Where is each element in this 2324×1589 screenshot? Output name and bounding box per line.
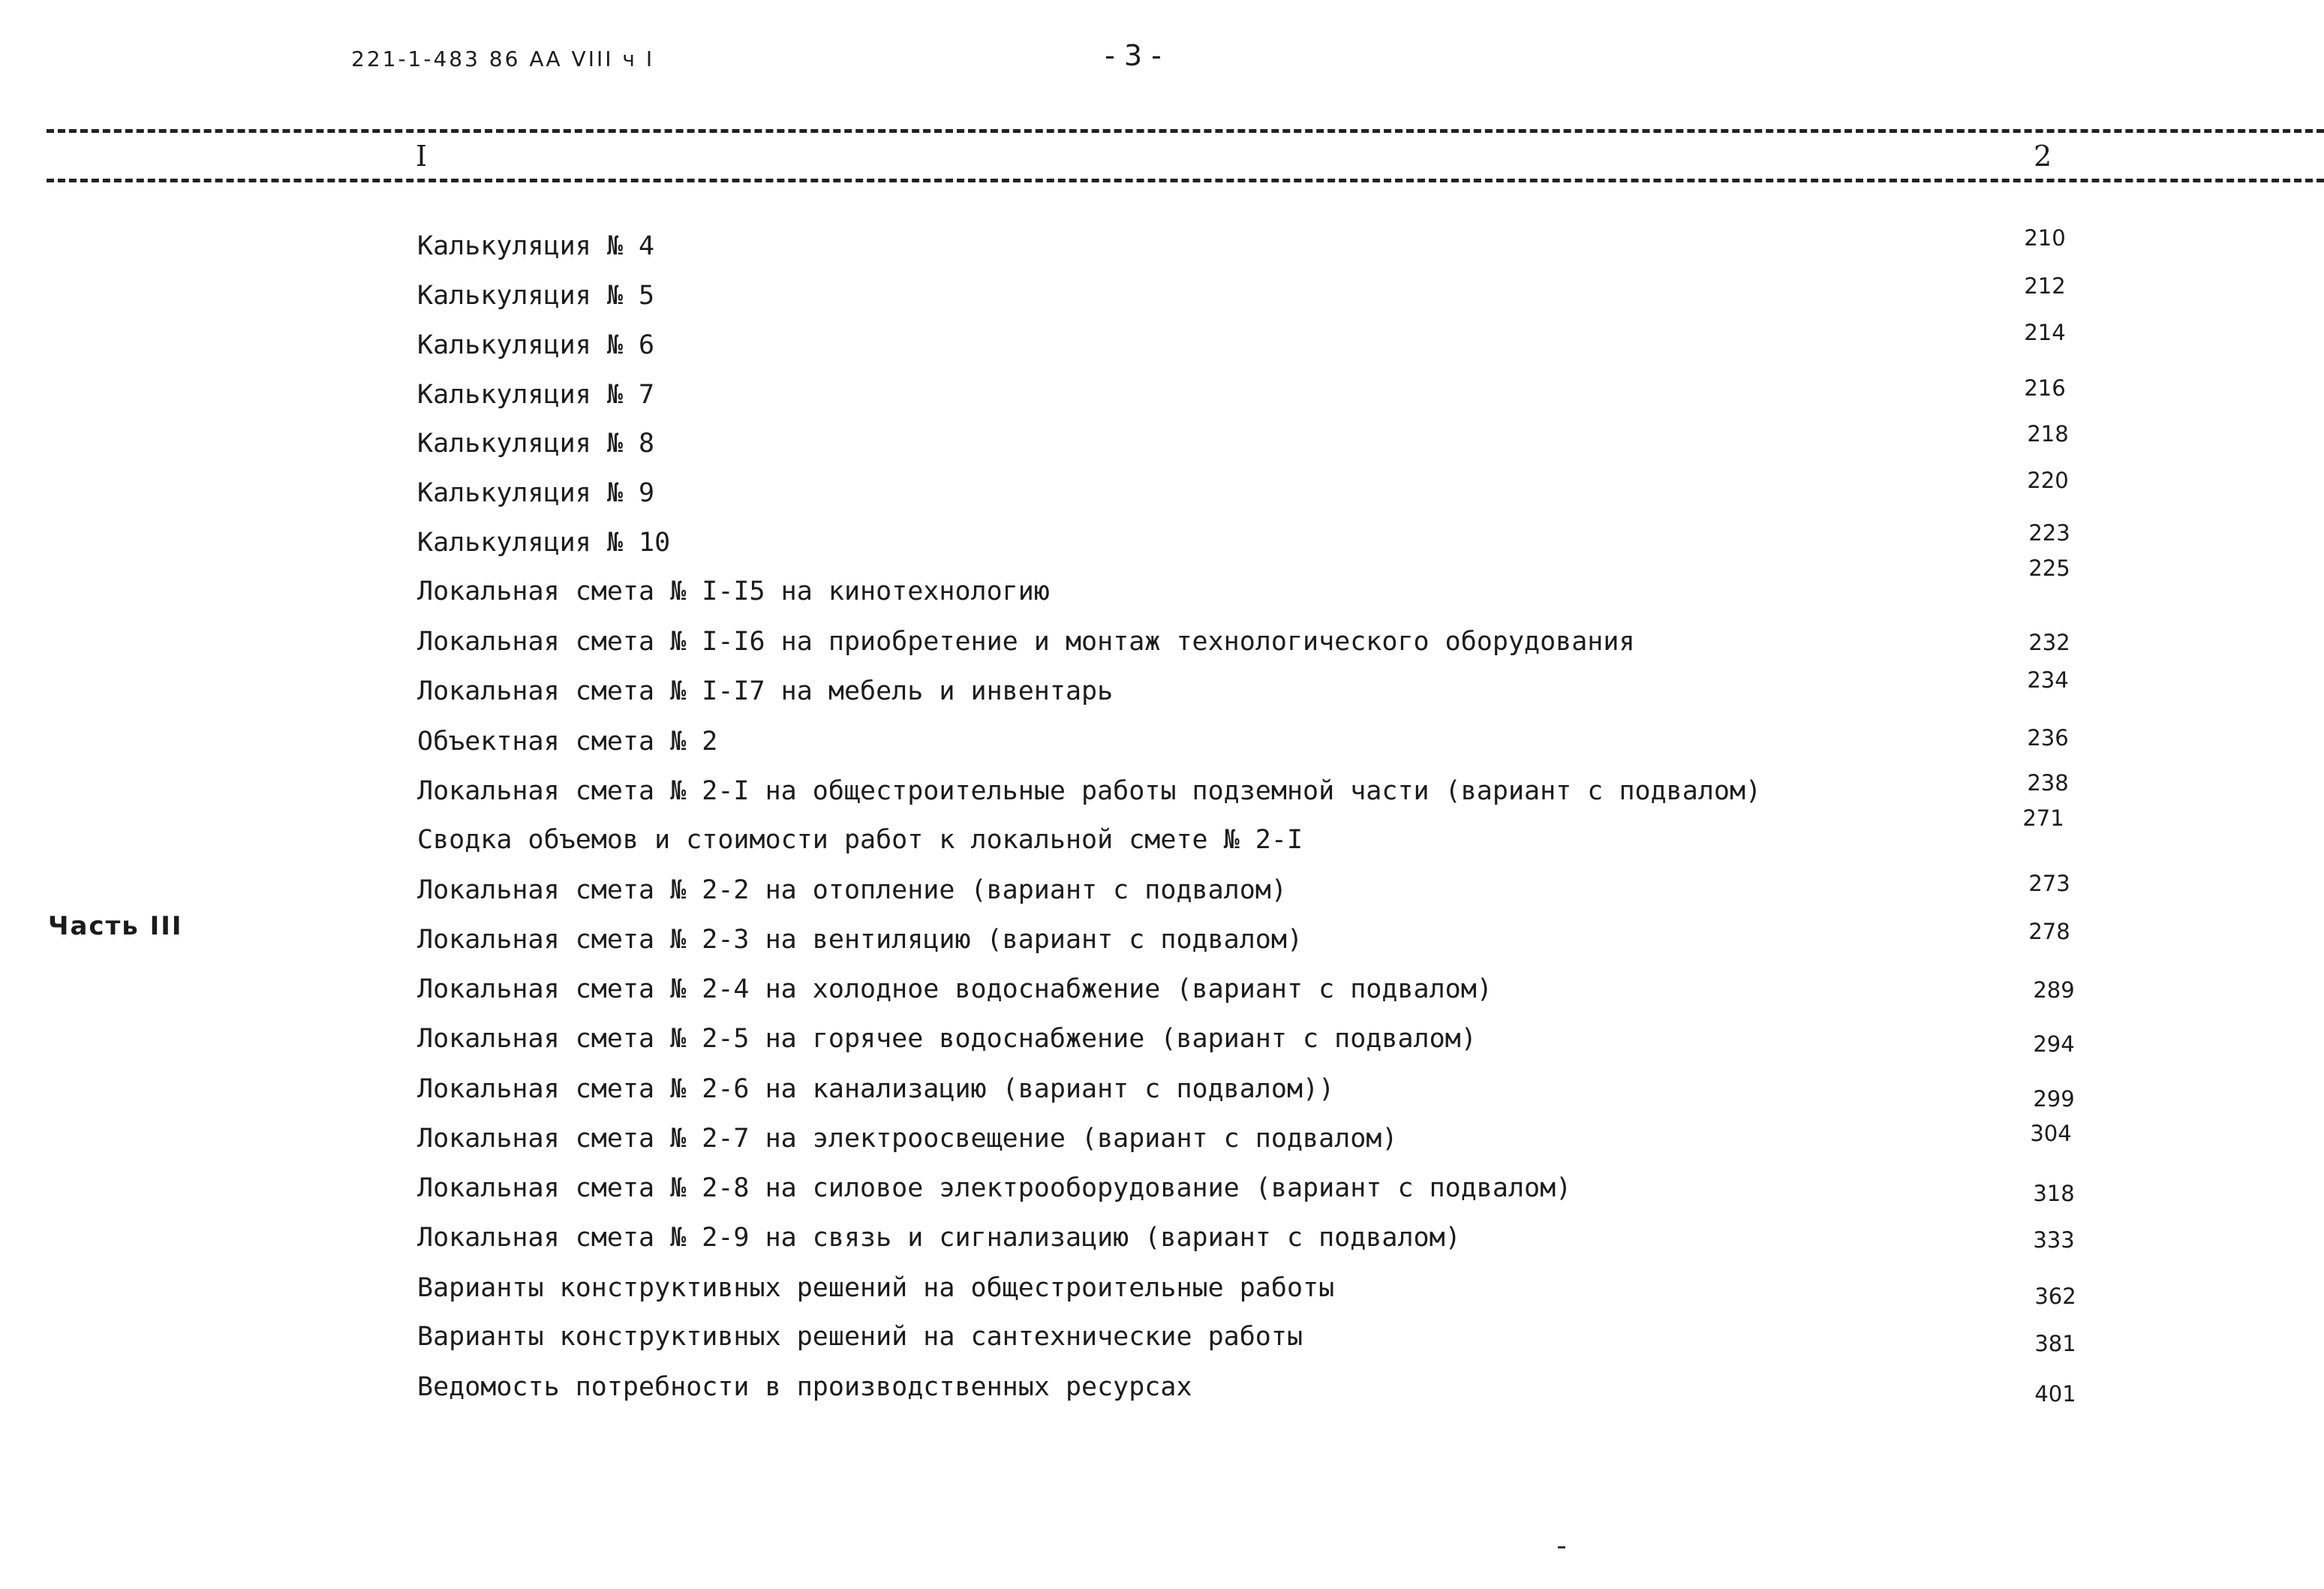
toc-entry-page: 214 [2024,320,2066,345]
toc-entry-title: Локальная смета № 2-9 на связь и сигнализацию (вариант с подвалом) [417,1223,1461,1253]
toc-entry [0,224,2324,269]
toc-entry [0,669,2324,714]
document-code: 221-1-483 86 АА VIII ч I [351,47,655,71]
toc-entry-page: 218 [2027,421,2069,447]
toc-entry [0,967,2324,1012]
scan-mark [1558,1546,1565,1548]
toc-entry-page: 381 [2034,1331,2076,1356]
toc-entry-title: Локальная смета № 2-I на общестроительные работы подземной части (вариант с подвалом) [417,776,1762,806]
toc-entry-page: 210 [2024,225,2066,251]
toc-entry [0,1116,2324,1161]
toc-entry-title: Калькуляция № 8 [417,429,655,459]
toc-entry [0,1365,2324,1410]
toc-entry-page: 236 [2027,725,2069,751]
toc-entry-title: Калькуляция № 10 [417,528,671,558]
toc-entry-page: 232 [2028,630,2070,655]
toc-entry-page: 234 [2027,667,2069,693]
toc-entry-page: 401 [2034,1381,2076,1407]
toc-entry-page: 304 [2030,1121,2072,1146]
toc-entry [0,468,2324,516]
toc-entry-title: Варианты конструктивных решений на общестроительные работы [417,1273,1335,1303]
toc-entry-title: Калькуляция № 4 [417,231,655,261]
toc-entry [0,769,2324,814]
header-rule-bottom [47,179,2324,182]
toc-entry-title: Локальная смета № 2-8 на силовое электрооборудование (вариант с подвалом) [417,1173,1572,1203]
toc-entry-title: Варианты конструктивных решений на сантехнические работы [417,1322,1303,1352]
toc-entry-title: Калькуляция № 9 [417,478,655,508]
toc-entry-page: 216 [2024,375,2066,401]
toc-entry-title: Локальная смета № I-I7 на мебель и инвентарь [417,676,1114,706]
toc-entry-title: Локальная смета № 2-3 на вентиляцию (вариант с подвалом) [417,925,1303,955]
part-label: Часть III [48,911,183,941]
toc-entry-page: 273 [2028,871,2070,896]
toc-entry [0,719,2324,764]
toc-entry-page: 299 [2033,1086,2075,1112]
toc-entry [0,520,2324,565]
toc-entry-title: Локальная смета № 2-2 на отопление (вариант с подвалом) [417,875,1287,905]
toc-entry-page: 220 [2027,468,2069,493]
toc-entry [0,555,2324,614]
page-number: - 3 - [1105,39,1162,72]
toc-entry-title: Калькуляция № 6 [417,330,655,360]
toc-entry-title: Локальная смета № 2-6 на канализацию (вариант с подвалом)) [417,1074,1335,1104]
toc-entry [0,1166,2324,1211]
toc-entry [0,320,2324,368]
toc-entry [0,1265,2324,1311]
toc-entry [0,421,2324,466]
toc-entry [0,1314,2324,1359]
toc-entry-title: Сводка объемов и стоимости работ к локальной смете № 2-I [417,825,1303,855]
column-header-1: I [416,140,428,173]
toc-entry [0,1067,2324,1112]
toc-entry [0,372,2324,417]
toc-entry-title: Локальная смета № 2-4 на холодное водоснабжение (вариант с подвалом) [417,974,1493,1004]
toc-entry-title: Калькуляция № 5 [417,281,655,311]
toc-entry-page: 289 [2033,977,2075,1003]
toc-entry-page: 225 [2028,555,2070,581]
column-header-2: 2 [2034,140,2052,173]
toc-entry [0,805,2324,862]
toc-entry [0,1215,2324,1260]
header-rule-top [47,129,2324,133]
toc-entry-page: 238 [2027,770,2069,796]
toc-entry-title: Локальная смета № I-I6 на приобретение и монтаж технологического оборудования [417,627,1635,657]
toc-entry-page: 271 [2022,805,2064,831]
toc-entry-title: Калькуляция № 7 [417,380,655,410]
toc-entry-title: Локальная смета № 2-7 на электроосвещение (вариант с подвалом) [417,1124,1398,1154]
toc-entry-page: 223 [2028,520,2070,546]
toc-entry [0,1016,2324,1061]
toc-entry-page: 212 [2024,273,2066,299]
toc-entry-title: Локальная смета № 2-5 на горячее водоснабжение (вариант с подвалом) [417,1024,1477,1054]
toc-entry-title: Локальная смета № I-I5 на кинотехнологию [417,576,1050,606]
toc-entry-page: 278 [2028,919,2070,944]
toc-entry [0,917,2324,962]
toc-entry [0,273,2324,318]
toc-entry-title: Объектная смета № 2 [417,727,718,757]
toc-entry-page: 333 [2033,1227,2075,1253]
toc-entry [0,868,2324,913]
toc-entry [0,619,2324,664]
toc-entry-page: 318 [2033,1181,2075,1206]
toc-entry-page: 362 [2034,1284,2076,1309]
toc-entry-page: 294 [2033,1031,2075,1057]
toc-entry-title: Ведомость потребности в производственных ресурсах [417,1372,1192,1402]
